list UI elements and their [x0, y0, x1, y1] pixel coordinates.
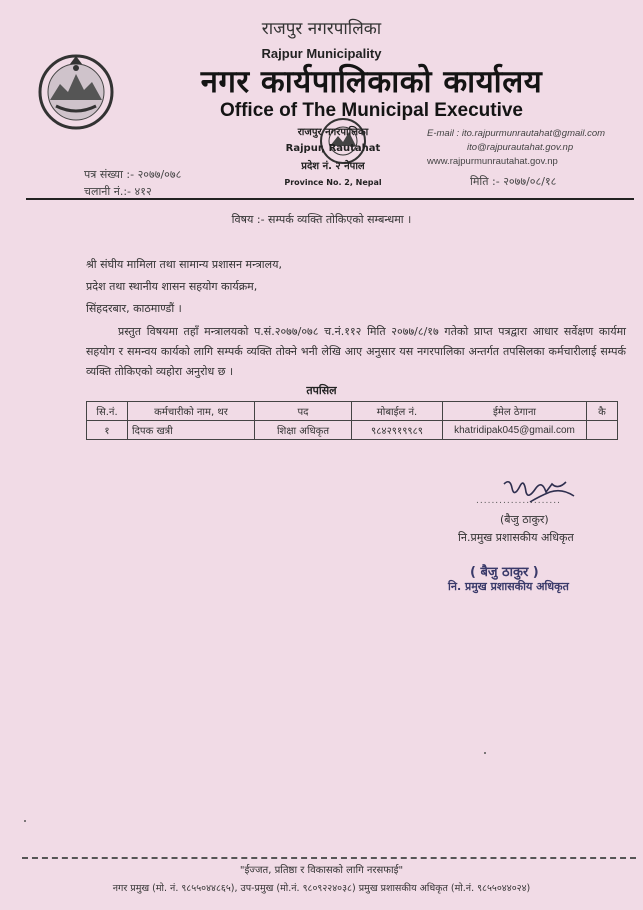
- address-line: सिंहदरबार, काठमाण्डौं ।: [86, 302, 182, 315]
- seal-line-4: Province No. 2, Nepal: [284, 178, 382, 187]
- header-municipality-nepali: राजपुर नगरपालिका: [261, 19, 382, 39]
- dispatch-number: चलानी नं.:- ४१२: [84, 185, 152, 198]
- column-header: कर्मचारीको नाम, थर: [128, 402, 255, 421]
- table-row: [87, 421, 618, 440]
- email-text: E-mail : ito.rajpurmunrautahat@gmail.com: [427, 128, 606, 139]
- table-cell: ९८४२९१९९८९: [352, 421, 443, 440]
- contact-block: [427, 127, 605, 169]
- paper-speck: [484, 752, 486, 754]
- address-line: श्री संघीय मामिला तथा सामान्य प्रशासन मन्त्रालय,: [86, 258, 282, 271]
- footer-divider: [22, 857, 636, 859]
- seal-line-2: Rajpur, Rautahat: [285, 143, 381, 154]
- office-title-english: Office of The Municipal Executive: [219, 100, 523, 121]
- column-header: पद: [255, 402, 352, 421]
- recipient-address: [86, 254, 282, 320]
- address-line: प्रदेश तथा स्थानीय शासन सहयोग कार्यक्रम,: [86, 280, 258, 293]
- seal-line-3: प्रदेश नं. २ नेपाल: [301, 161, 365, 172]
- signatory-name: (बैजु ठाकुर): [500, 513, 549, 526]
- table-cell: [587, 421, 618, 440]
- email-2-text: ito@rajpurautahat.gov.np: [467, 142, 574, 153]
- header-municipality-english: Rajpur Municipality: [261, 46, 382, 61]
- letter-date: मिति :- २०७७/०८/१८: [470, 175, 557, 188]
- contact-person-table: [86, 401, 618, 440]
- reference-block: [84, 166, 181, 200]
- footer-contacts: नगर प्रमुख (मो. नं. ९८५५०४४८६५), उप-प्रमुख (मो.नं. ९८०९२२४०३८) प्रमुख प्रशासकीय अधिकृत (मो.नं. ९८५५०४४०२४): [112, 883, 531, 894]
- column-header: सि.नं.: [87, 402, 128, 421]
- name-stamp: ( बैजु ठाकुर ): [470, 565, 539, 580]
- letter-body: प्रस्तुत विषयमा तहाँ मन्त्रालयको प.सं.२०७७/०७८ च.नं.११२ मिति २०७७/८/१७ गतेको प्राप्त पत्रद्वारा आधार सर्वेक्षण कार्यमा सहयोग र समन्वय कार्यको लागि सम्पर्क व्यक्ति तोक्ने भनी लेखि आए अनुसार यस नगरपालिका अन्तर्गत तपसिलका कर्मचारीलाई सम्पर्क व्यक्ति तोकिएको व्यहोरा अनुरोध छ ।: [86, 325, 626, 378]
- signature-line: ......................: [476, 496, 561, 506]
- table-cell-email[interactable]: khatridipak045@gmail.com: [443, 421, 587, 440]
- table-cell: शिक्षा अधिकृत: [255, 421, 352, 440]
- seal-line-1: राजपुर नगरपालिका: [297, 127, 369, 138]
- column-header: कै: [587, 402, 618, 421]
- table-cell: दिपक खत्री: [128, 421, 255, 440]
- letter-number: पत्र संख्या :- २०७७/०७८: [84, 168, 182, 181]
- paper-speck: [24, 820, 26, 822]
- title-stamp: नि. प्रमुख प्रशासकीय अधिकृत: [448, 580, 569, 593]
- column-header: ईमेल ठेगाना: [443, 402, 587, 421]
- handwritten-signature: [490, 472, 600, 512]
- table-label: तपसिल: [306, 384, 337, 397]
- letter-subject: विषय :- सम्पर्क व्यक्ति तोकिएको सम्बन्धमा ।: [231, 213, 412, 226]
- signatory-title: नि.प्रमुख प्रशासकीय अधिकृत: [458, 531, 574, 544]
- website-link[interactable]: www.rajpurmunrautahat.gov.np: [427, 156, 558, 167]
- round-seal-icon: [318, 116, 368, 166]
- column-header: मोबाईल नं.: [352, 402, 443, 421]
- footer-motto: "ईज्जत, प्रतिष्ठा र विकासको लागि नरसफाई": [239, 865, 404, 876]
- header-divider: [26, 198, 634, 200]
- office-title-nepali: नगर कार्यपालिकाको कार्यालय: [200, 64, 543, 100]
- table-header-row: [87, 402, 618, 421]
- table-cell: १: [87, 421, 128, 440]
- office-seal-stamp: [268, 122, 398, 192]
